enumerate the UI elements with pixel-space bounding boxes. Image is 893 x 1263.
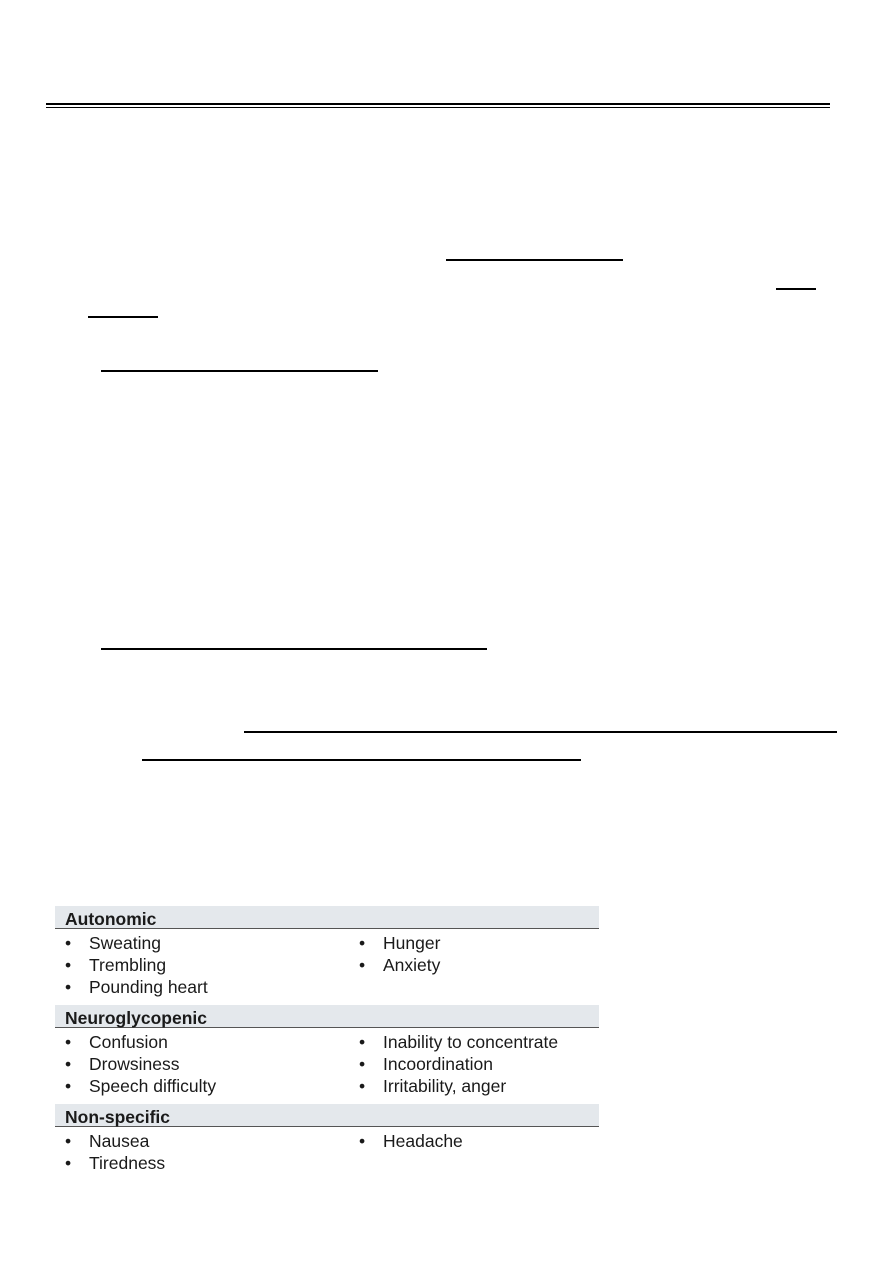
section-heading: Neuroglycopenic: [55, 1005, 599, 1028]
list-item: • Incoordination: [359, 1054, 493, 1074]
underline-mark: [101, 648, 487, 650]
list-item: • Sweating: [65, 933, 161, 953]
section-autonomic: [55, 906, 599, 1005]
section-body: [55, 1028, 599, 1104]
underline-mark: [776, 288, 816, 290]
list-item: • Nausea: [65, 1131, 150, 1151]
list-item: • Pounding heart: [65, 977, 208, 997]
section-neuroglycopenic: [55, 1005, 599, 1104]
left-column: [65, 1031, 359, 1101]
header-rule-thick: [46, 103, 830, 105]
right-column: [359, 1130, 599, 1178]
list-item: • Confusion: [65, 1032, 168, 1052]
symptom-table: [55, 906, 599, 1181]
list-item: • Speech difficulty: [65, 1076, 217, 1096]
list-item: • Tiredness: [65, 1153, 166, 1173]
section-heading: Autonomic: [55, 906, 599, 929]
list-item: • Inability to concentrate: [359, 1032, 559, 1052]
right-column: [359, 932, 599, 1002]
underline-mark: [101, 370, 378, 372]
left-column: [65, 1130, 359, 1178]
section-body: [55, 929, 599, 1005]
list-item: • Anxiety: [359, 955, 441, 975]
list-item: • Trembling: [65, 955, 167, 975]
list-item: • Irritability, anger: [359, 1076, 507, 1096]
underline-mark: [446, 259, 623, 261]
section-body: [55, 1127, 599, 1181]
header-rule-thin: [46, 107, 830, 108]
left-column: [65, 932, 359, 1002]
list-item: • Drowsiness: [65, 1054, 180, 1074]
underline-mark: [88, 316, 158, 318]
underline-mark: [244, 731, 837, 733]
section-non-specific: [55, 1104, 599, 1181]
list-item: • Headache: [359, 1131, 463, 1151]
list-item: • Hunger: [359, 933, 441, 953]
underline-mark: [142, 759, 581, 761]
right-column: [359, 1031, 599, 1101]
section-heading: Non-specific: [55, 1104, 599, 1127]
